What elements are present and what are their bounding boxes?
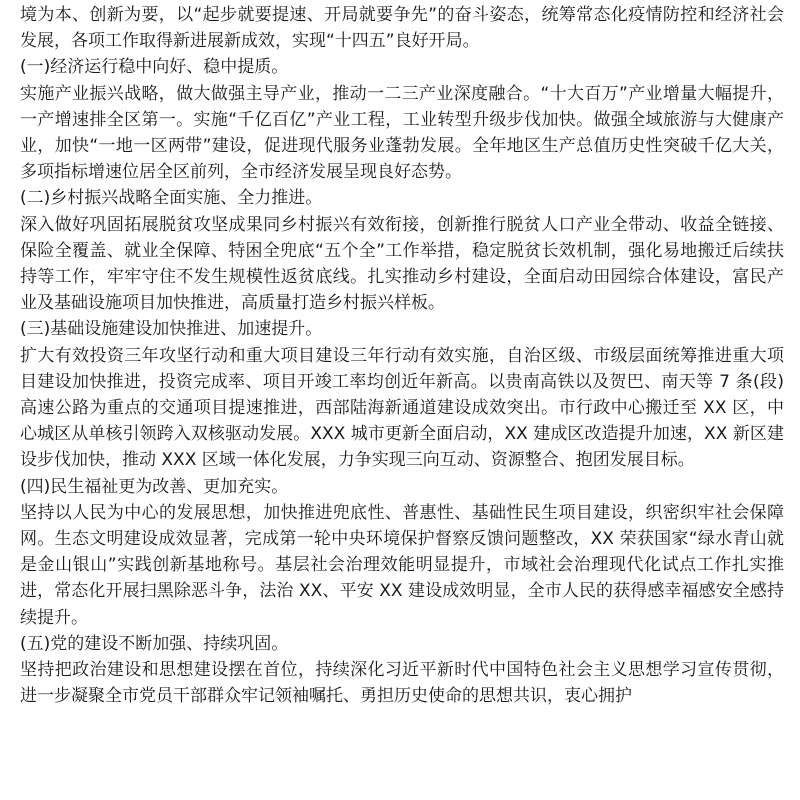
section-3-body: 扩大有效投资三年攻坚行动和重大项目建设三年行动有效实施，自治区级、市级层面统筹推进重大项目建设加快推进，投资完成率、项目开竣工率均创近年新高。以贵南高铁以及贺巴、南天等 7 条(段)高速公路为重点的交通项目提速推进，西部陆海新通道建设成效突出。市行政中心搬迁至 XX 区，中心城区从单核引领跨入双核驱动发展。XXX 城市更新全面启动，XX 建成区改造提升加速，XX 新区建设步伐加快，推动 XXX 区域一体化发展，力争实现三向互动、资源整合、抱团发展目标。 (20, 345, 784, 471)
section-4-heading: (四)民生福祉更为改善、更加充实。 (20, 476, 289, 497)
section-5-heading: (五)党的建设不断加强、持续巩固。 (20, 633, 289, 654)
section-2-body: 深入做好巩固拓展脱贫攻坚成果同乡村振兴有效衔接，创新推行脱贫人口产业全带动、收益全链接、保险全覆盖、就业全保障、特困全兜底“五个全”工作举措，稳定脱贫长效机制，强化易地搬迁后续扶持等工作，牢牢守住不发生规模性返贫底线。扎实推动乡村建设，全面启动田园综合体建设，富民产业及基础设施项目加快推进，高质量打造乡村振兴样板。 (20, 214, 784, 314)
section-4-body: 坚持以人民为中心的发展思想，加快推进兜底性、普惠性、基础性民生项目建设，织密织牢社会保障网。生态文明建设成效显著，完成第一轮中央环境保护督察反馈问题整改，XX 荣获国家“绿水青山就是金山银山”实践创新基地称号。基层社会治理效能明显提升，市域社会治理现代化试点工作扎实推进，常态化开展扫黑除恶斗争，法治 XX、平安 XX 建设成效明显，全市人民的获得感幸福感安全感持续提升。 (20, 502, 784, 628)
section-1-body: 实施产业振兴战略，做大做强主导产业，推动一二三产业深度融合。“十大百万”产业增量大幅提升，一产增速排全区第一。实施“千亿百亿”产业工程，工业转型升级步伐加快。做强全域旅游与大健康产业，加快“一地一区两带”建设，促进现代服务业蓬勃发展。全年地区生产总值历史性突破千亿大关，多项指标增速位居全区前列，全市经济发展呈现良好态势。 (20, 83, 784, 183)
intro-paragraph: 境为本、创新为要，以“起步就要提速、开局就要争先”的奋斗姿态，统筹常态化疫情防控和经济社会发展，各项工作取得新进展新成效，实现“十四五”良好开局。 (20, 5, 784, 52)
section-5-body: 坚持把政治建设和思想建设摆在首位，持续深化习近平新时代中国特色社会主义思想学习宣传贯彻，进一步凝聚全市党员干部群众牢记领袖嘱托、勇担历史使命的思想共识，衷心拥护 (20, 660, 784, 707)
section-2-heading: (二)乡村振兴战略全面实施、全力推进。 (20, 188, 323, 209)
section-3-heading: (三)基础设施建设加快推进、加速提升。 (20, 319, 323, 340)
section-1-heading: (一)经济运行稳中向好、稳中提质。 (20, 57, 289, 78)
